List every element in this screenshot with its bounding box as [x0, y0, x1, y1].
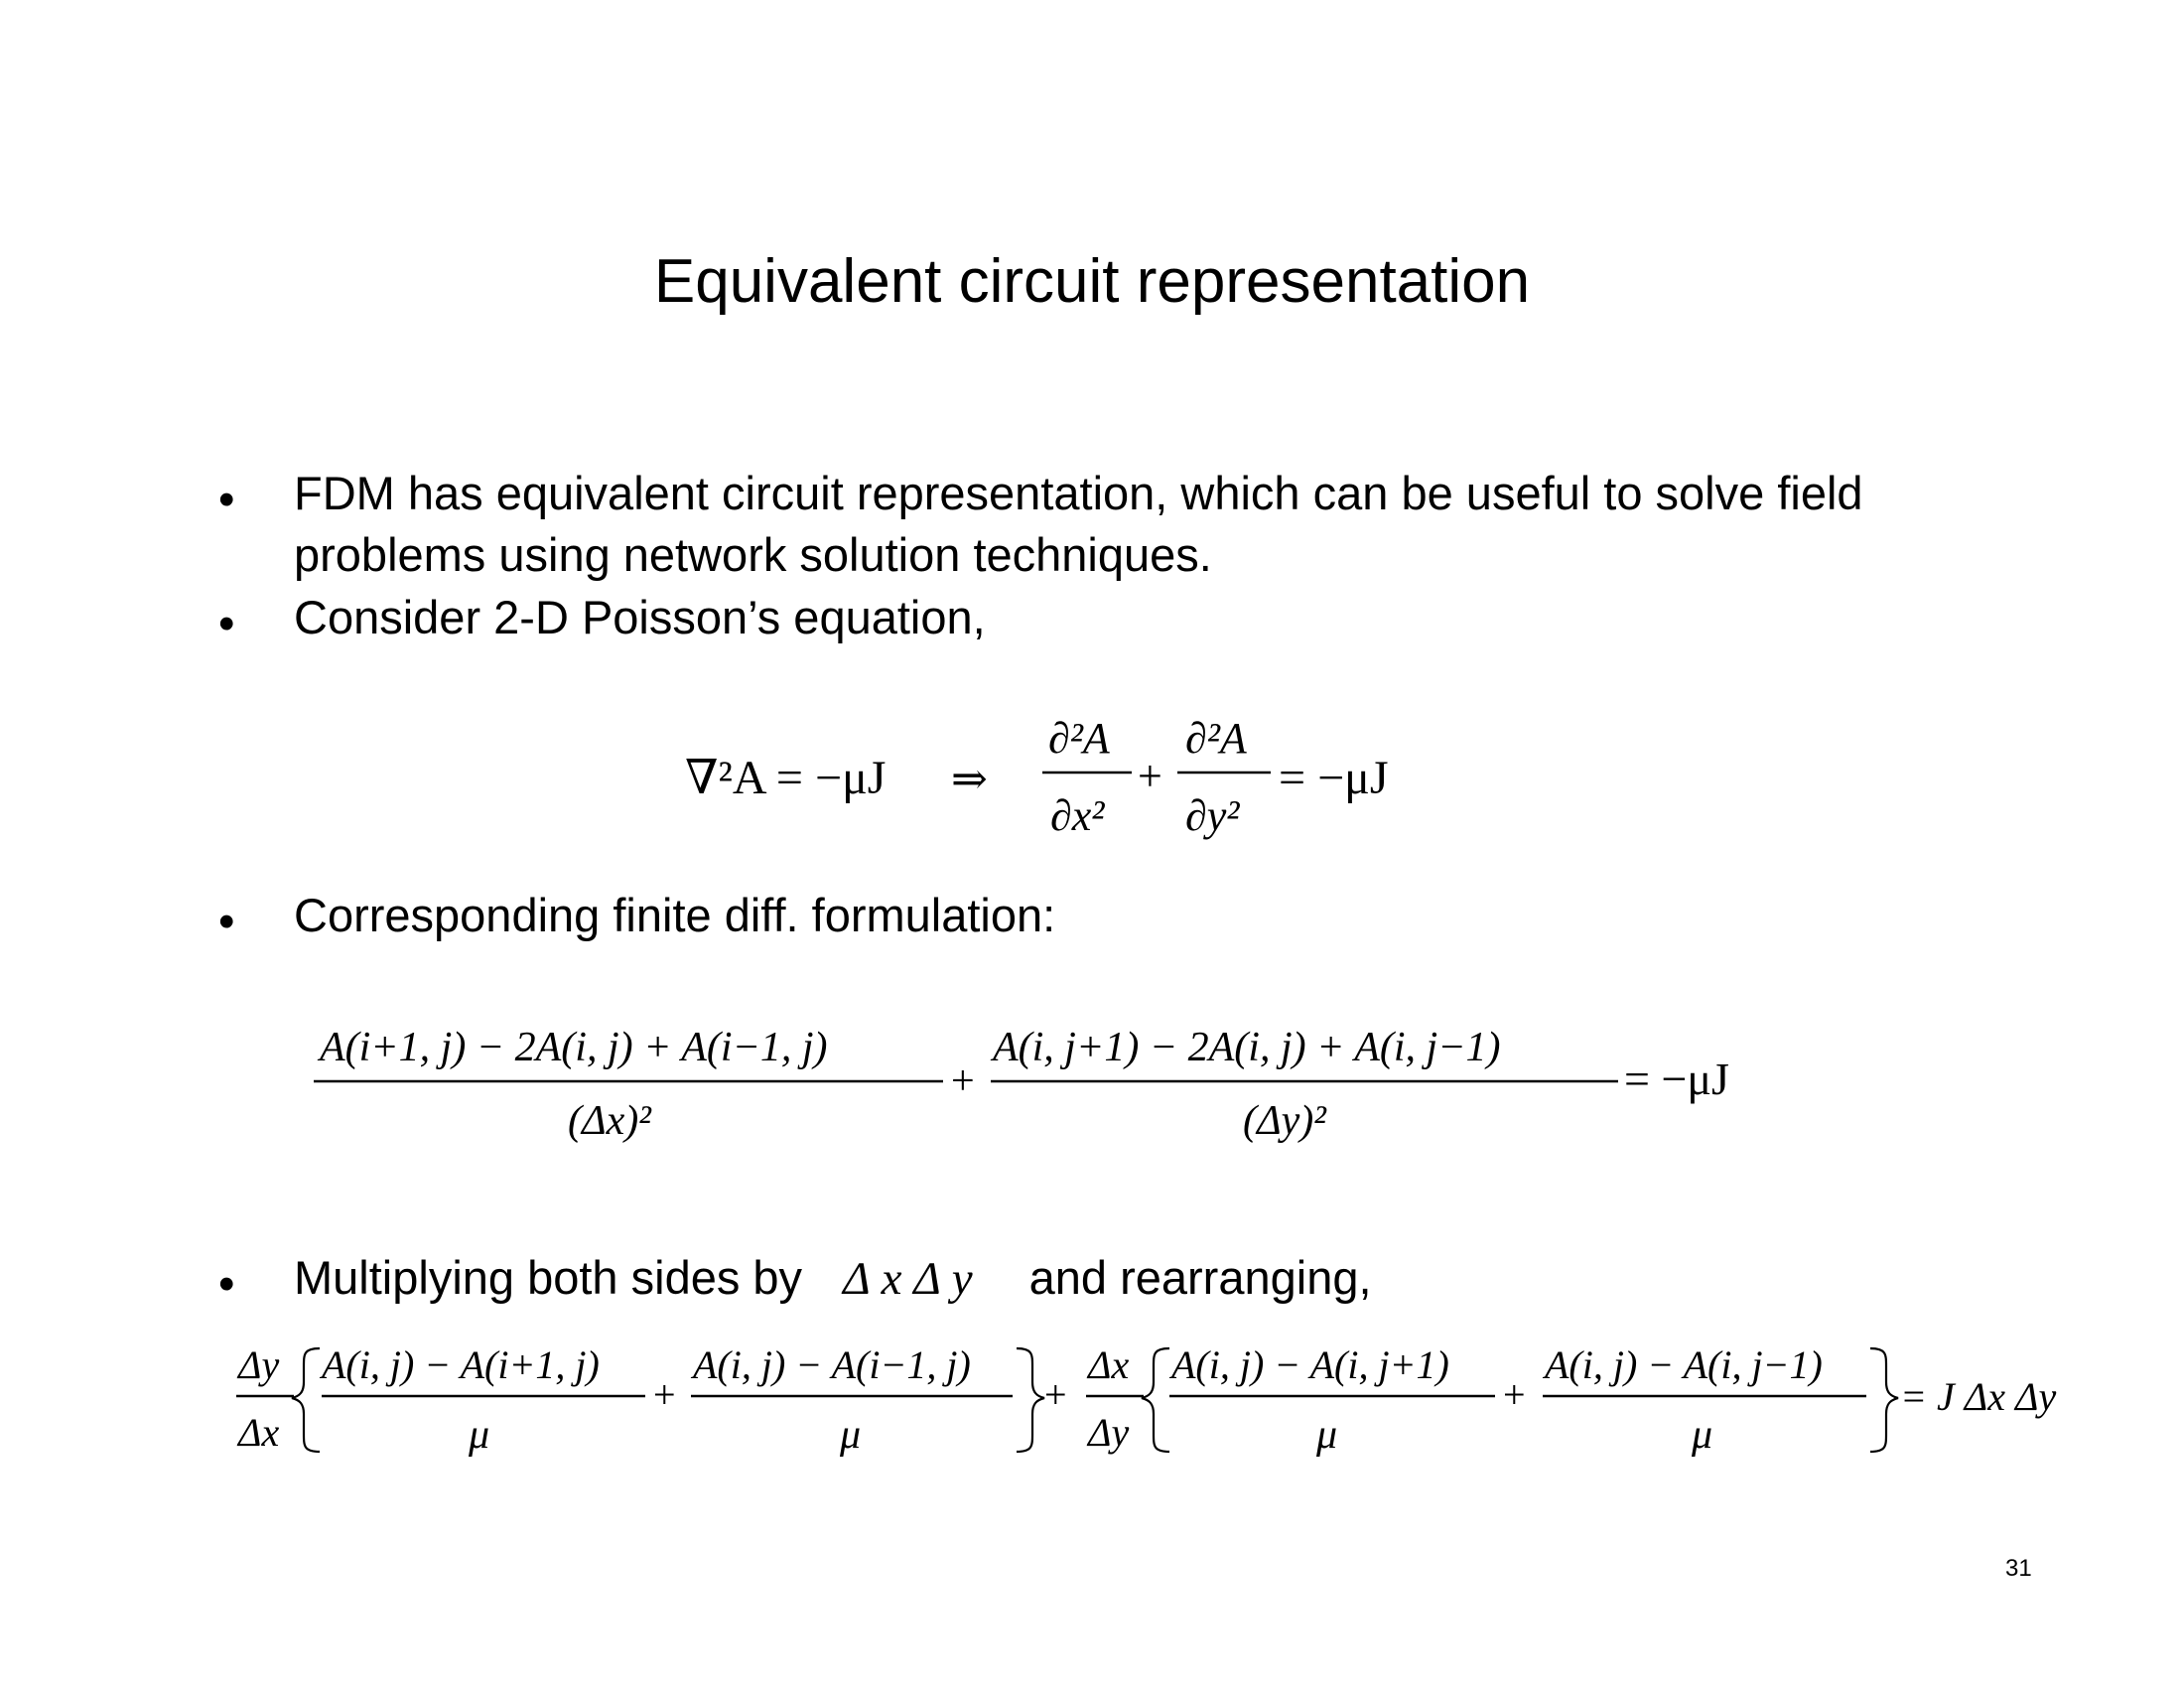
finite-diff-svg — [308, 1015, 1777, 1154]
term2-denominator: ∂y² — [1185, 791, 1240, 840]
t3-numerator: A(i, j) − A(i, j+1) — [1171, 1342, 1449, 1387]
plus-sign: + — [1503, 1372, 1526, 1417]
plus-sign: + — [1138, 752, 1162, 800]
fd-numerator-2: A(i, j+1) − 2A(i, j) + A(i, j−1) — [993, 1025, 1501, 1070]
left-brace-1 — [292, 1348, 320, 1452]
bullet-text-after: and rearranging, — [1028, 1251, 1372, 1304]
poisson-equation-svg — [685, 701, 1439, 850]
poisson-equation — [685, 701, 1439, 850]
bullet-marker: • — [218, 1257, 235, 1310]
bullet-marker: • — [218, 895, 235, 947]
page-number: 31 — [2005, 1555, 2032, 1582]
t3-denominator: μ — [1316, 1412, 1338, 1458]
fd-denominator-1: (Δx)² — [568, 1098, 651, 1144]
right-brace-1 — [1017, 1348, 1044, 1452]
bullet-text-before: Multiplying both sides by — [294, 1251, 803, 1304]
t2-numerator: A(i, j) − A(i−1, j) — [693, 1342, 971, 1387]
bullet-text-fdm: FDM has equivalent circuit representation, which can be useful to solve field problems using network solution techniques. — [294, 467, 1863, 581]
implies-symbol: ⇒ — [951, 755, 988, 803]
coef2-numerator: Δx — [1088, 1342, 1130, 1387]
coef1-denominator: Δx — [238, 1410, 280, 1455]
t1-denominator: μ — [469, 1412, 490, 1458]
rearranged-equation — [228, 1331, 2115, 1489]
bullet-marker: • — [218, 473, 235, 525]
term1-numerator: ∂²A — [1048, 714, 1110, 763]
t4-numerator: A(i, j) − A(i, j−1) — [1545, 1342, 1823, 1387]
bullet-text-poisson: Consider 2-D Poisson’s equation, — [294, 591, 986, 643]
bullet-text-finite-diff: Corresponding finite diff. formulation: — [294, 889, 1056, 941]
delta-x-delta-y: Δ x Δ y — [843, 1253, 973, 1305]
bullet-marker: • — [218, 597, 235, 649]
plus-sign: + — [1044, 1372, 1067, 1417]
t4-denominator: μ — [1692, 1412, 1713, 1458]
rearranged-equation-svg — [228, 1331, 2115, 1489]
fd-numerator-1: A(i+1, j) − 2A(i, j) + A(i−1, j) — [320, 1025, 828, 1070]
finite-diff-equation — [308, 1015, 1777, 1154]
plus-sign: + — [653, 1372, 676, 1417]
coef2-denominator: Δy — [1088, 1410, 1130, 1455]
plus-sign: + — [951, 1058, 975, 1104]
t2-denominator: μ — [840, 1412, 862, 1458]
t1-numerator: A(i, j) − A(i+1, j) — [322, 1342, 600, 1387]
right-brace-2 — [1870, 1348, 1898, 1452]
term1-denominator: ∂x² — [1050, 791, 1105, 840]
poisson-lhs: ∇²A = −μJ — [685, 752, 887, 804]
coef1-numerator: Δy — [238, 1342, 280, 1387]
fd-rhs: = −μJ — [1624, 1054, 1729, 1104]
poisson-rhs: = −μJ — [1279, 752, 1389, 804]
slide-title: Equivalent circuit representation — [653, 247, 1531, 316]
fd-denominator-2: (Δy)² — [1243, 1098, 1326, 1144]
term2-numerator: ∂²A — [1185, 714, 1247, 763]
rearranged-rhs: = J Δx Δy — [1900, 1374, 2057, 1419]
left-brace-2 — [1142, 1348, 1169, 1452]
bullet-text-multiplying — [294, 1247, 1783, 1310]
